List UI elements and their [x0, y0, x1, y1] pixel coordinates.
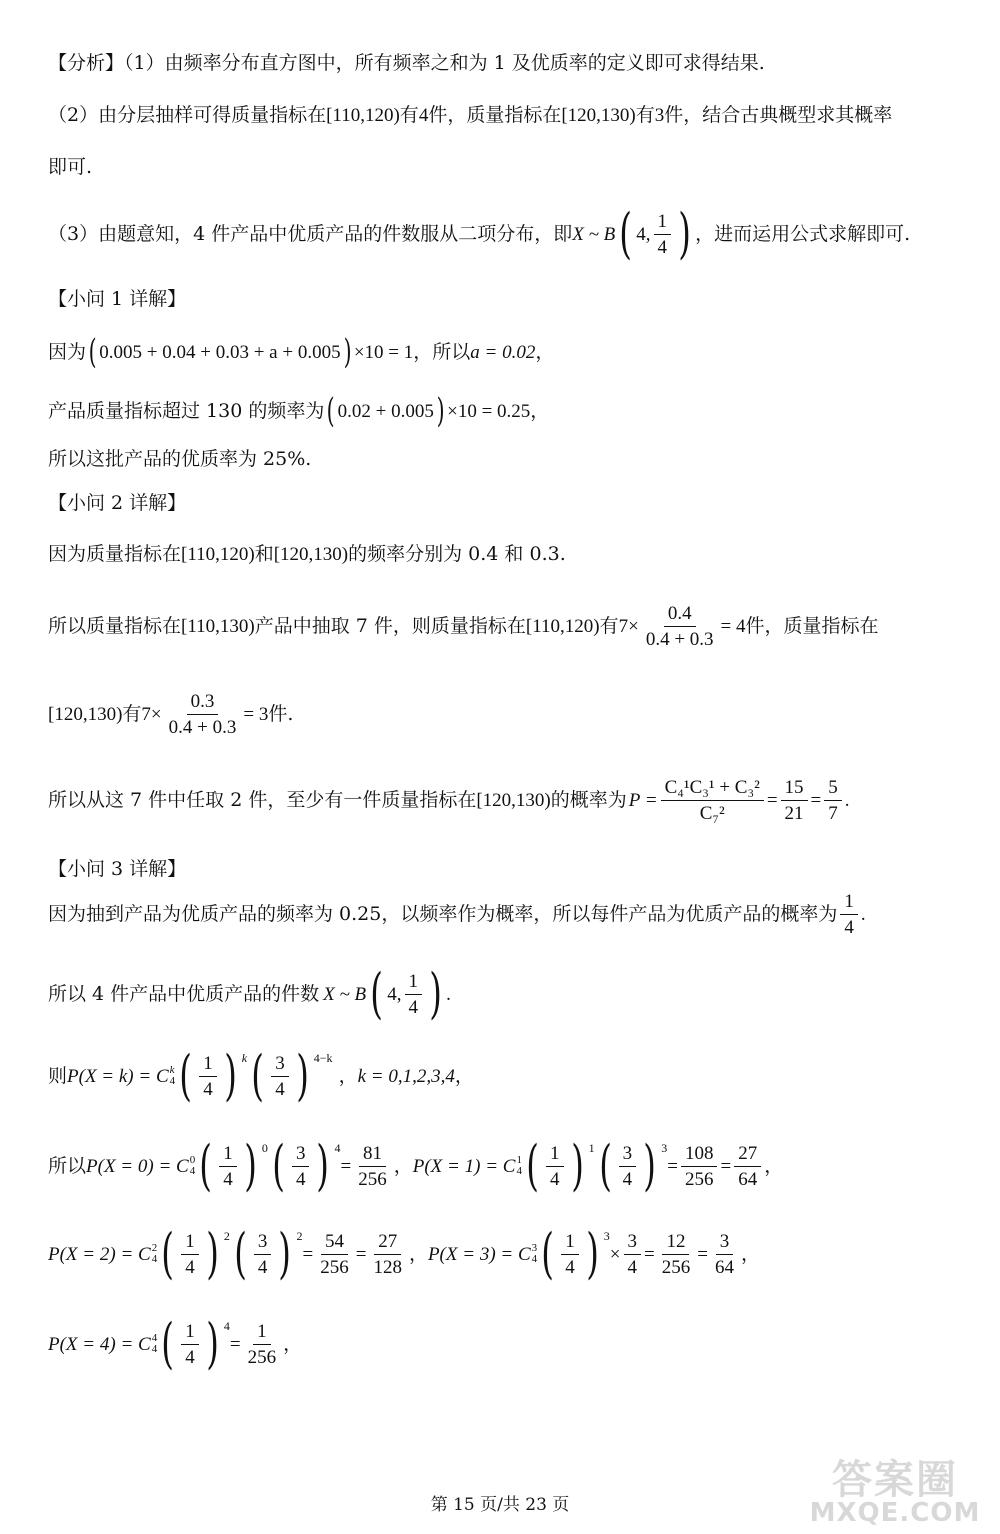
fraction: $\frac{1}{4}$ [561, 1232, 579, 1277]
fraction: $\frac{3}{4}$ [619, 1144, 637, 1189]
watermark-logo: 答案圈 MXQE.COM [809, 1456, 981, 1528]
q1-line-1: 因为 ( 0.005 + 0.04 + 0.03 + a + 0.005 ) ×10 = 1 ，所以 a = 0.02 ， [48, 332, 555, 372]
q2-line-3: [120,130) 有 7× $\frac{0.3}{0.4 + 0.3}$ = 3 件. [48, 691, 294, 738]
fraction: $\frac{1}{4}$ [199, 1054, 217, 1099]
fraction: $\frac{0.3}{0.4 + 0.3}$ [168, 691, 237, 738]
fraction: $\frac{3}{4}$ [292, 1144, 310, 1189]
fraction: $\frac{27}{64}$ [734, 1144, 761, 1189]
q3-line-3: 则 P(X = k) = C k 4 ( $\frac{1}{4}$ ) k ( $\frac{3}{4}$ ) 4−k ， k = 0,1,2,3,4 ， [48, 1044, 474, 1107]
fraction: $\frac{3}{4}$ [624, 1232, 642, 1277]
q3-heading: 【小问 3 详解】 [48, 858, 187, 880]
fraction: $\frac{81}{256}$ [358, 1142, 387, 1190]
analysis-line-3: 即可. [48, 156, 93, 178]
fraction: $\frac{1}{4}$ [405, 972, 423, 1017]
fraction: $\frac{1}{4}$ [219, 1144, 237, 1189]
q1-line-2: 产品质量指标超过 130 的频率为 ( 0.02 + 0.005 ) ×10 = 0.25 ， [48, 391, 550, 431]
q3-line-1: 因为抽到产品为优质产品的频率为 0.25，以频率作为概率，所以每件产品为优质产品的概率为 $\frac{1}{4}$ . [48, 891, 866, 938]
fraction: $\frac{1}{4}$ [840, 892, 858, 937]
analysis-line-1: 【分析】（1）由频率分布直方图中，所有频率之和为 1 及优质率的定义即可求得结果. [48, 52, 765, 74]
fraction: $\frac{3}{64}$ [714, 1230, 734, 1278]
q2-line-4: 所以从这 7 件中任取 2 件，至少有一件质量指标在 [120,130) 的概率为 P = $\frac{\text{C₄¹C₃¹ + C₃²}}{\text{C₇²}}$ = $\frac{15}{21}$ = $\frac{5}{7}$ . [48, 777, 850, 824]
fraction: $\frac{12}{256}$ [661, 1230, 691, 1278]
fraction: $\frac{3}{4}$ [271, 1054, 289, 1099]
q3-line-4: 所以 P(X = 0) = C 0 4 ( $\frac{1}{4}$ ) 0 ( $\frac{3}{4}$ ) 4 = $\frac{81}{256}$ ， P(X = 1) = C 1 4 ( $\frac{1}{4}$ ) 1 ( $\frac{3}{4}$ ) 3 = $\frac{108}{256}$ = $\frac{27}{64}$ ， [48, 1134, 784, 1197]
fraction: $\frac{1}{256}$ [247, 1320, 277, 1368]
fraction: $\frac{54}{256}$ [320, 1230, 349, 1278]
fraction: $\frac{27}{128}$ [373, 1230, 402, 1278]
binomial-coefficient: k 4 [169, 1064, 176, 1088]
q2-line-2: 所以质量指标在 [110,130) 产品中抽取 7 件，则质量指标在 [110,120) 有 7× $\frac{0.4}{0.4 + 0.3}$ = 4 件，质量指标在 [48, 603, 879, 650]
fraction: $\frac{5}{7}$ [824, 778, 842, 823]
fraction: $\frac{0.4}{0.4 + 0.3}$ [645, 603, 714, 650]
fraction: $\frac{\text{C₄¹C₃¹ + C₃²}}{\text{C₇²}}$ [661, 778, 764, 823]
fraction: $\frac{1}{4}$ [181, 1232, 199, 1277]
q2-line-1: 因为质量指标在 [110,120) 和 [120,130) 的频率分别为 0.4 和 0.3. [48, 543, 566, 565]
fraction: $\frac{3}{4}$ [254, 1232, 272, 1277]
q3-line-5: P(X = 2) = C 2 4 ( $\frac{1}{4}$ ) 2 ( $\frac{3}{4}$ ) 2 = $\frac{54}{256}$ = $\frac{27}{128}$ ， P(X = 3) = C 3 4 ( $\frac{1}{4}$ ) 3 × $\frac{3}{4}$ = $\frac{12}{256}$ = $\frac{3}{64}$ ， [48, 1222, 760, 1285]
q3-line-6: P(X = 4) = C 4 4 ( $\frac{1}{4}$ ) 4 = $\frac{1}{256}$ ， [48, 1312, 303, 1375]
q2-heading: 【小问 2 详解】 [48, 492, 187, 514]
q1-heading: 【小问 1 详解】 [48, 288, 187, 310]
page-footer: 第 15 页/共 23 页 [430, 1495, 570, 1515]
fraction: $\frac{15}{21}$ [781, 778, 808, 823]
analysis-line-2: （2）由分层抽样可得质量指标在 [110,120) 有 4 件，质量指标在 [120,130) 有 3 件，结合古典概型求其概率 [48, 104, 893, 126]
q3-line-2: 所以 4 件产品中优质产品的件数 X ~ B ( 4, $\frac{1}{4}$ ) . [48, 962, 451, 1025]
analysis-line-4: （3）由题意知，4 件产品中优质产品的件数服从二项分布，即 X ~ B ( 4, $\frac{1}{4}$ ) ，进而运用公式求解即可. [48, 202, 911, 265]
fraction: $\frac{1}{4}$ [181, 1322, 199, 1367]
fraction: $\frac{1}{4}$ [654, 212, 672, 257]
q1-line-3: 所以这批产品的优质率为 25%. [48, 448, 312, 470]
fraction: $\frac{1}{4}$ [546, 1144, 564, 1189]
fraction: $\frac{108}{256}$ [681, 1144, 718, 1189]
